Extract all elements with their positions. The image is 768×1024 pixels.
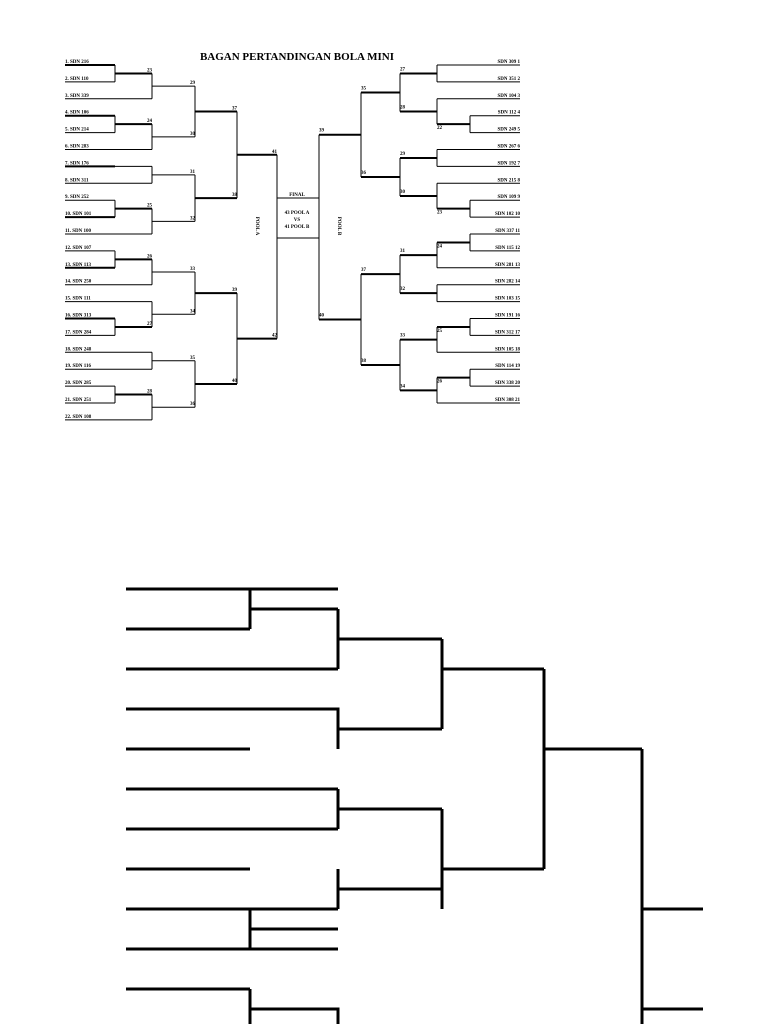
pool-a-match-number: 31	[190, 169, 195, 175]
pool-b-match-number: 25	[437, 328, 442, 334]
bracket-lines	[65, 65, 520, 420]
pool-a-match-number: 42	[272, 333, 277, 339]
pool-a-team-label: 19. SDN 116	[65, 364, 91, 370]
pool-b-label: POOL B	[336, 216, 341, 236]
final-label: FINAL	[289, 193, 305, 198]
pool-a-team-label: 18. SDN 248	[65, 347, 92, 353]
pool-b-team-label: SDN 104 3	[497, 93, 520, 99]
pool-a-team-label: 15. SDN 111	[65, 296, 91, 302]
pool-b-team-label: SDN 102 10	[494, 212, 520, 218]
pool-a-team-label: 13. SDN 113	[65, 262, 91, 268]
pool-b-match-number: 33	[400, 333, 405, 339]
pool-a-team-label: 9. SDN 252	[65, 195, 89, 201]
enlarged-bracket-detail	[126, 589, 703, 1024]
pool-b-team-label: SDN 192 7	[497, 161, 520, 167]
pool-a-match-number: 23	[147, 68, 152, 74]
pool-a-match-number: 34	[190, 309, 195, 315]
pool-b-match-number: 27	[400, 67, 405, 73]
pool-b-team-label: SDN 114 19	[495, 364, 520, 370]
pool-b-team-label: SDN 112 4	[497, 110, 520, 116]
pool-a-team-label: 3. SDN 339	[65, 93, 89, 99]
pool-a-match-number: 33	[190, 267, 195, 273]
pool-a-team-label: 6. SDN 283	[65, 144, 89, 150]
pool-b-match-number: 38	[361, 358, 366, 364]
pool-a-team-label: 7. SDN 176	[65, 161, 89, 167]
pool-b-match-number: 37	[361, 268, 366, 274]
pool-a-team-label: 14. SDN 250	[65, 279, 92, 285]
pool-a-team-label: 20. SDN 285	[65, 381, 92, 387]
pool-a-match-number: 41	[272, 149, 277, 155]
pool-a-match-number: 30	[190, 131, 195, 137]
pool-b-team-label: SDN 338 20	[494, 381, 520, 387]
pool-a-team-label: 1. SDN 216	[65, 60, 89, 65]
pool-b-team-label: SDN 191 16	[494, 313, 520, 319]
pool-b-team-label: SDN 105 18	[494, 347, 520, 353]
pool-b-match-number: 29	[400, 151, 405, 157]
pool-b-team-label: SDN 309 1	[497, 60, 520, 65]
pool-b-team-label: SDN 351 2	[497, 76, 520, 82]
pool-b-match-number: 30	[400, 189, 405, 195]
pool-a-team-label: 16. SDN 313	[65, 313, 92, 319]
pool-a-match-number: 29	[190, 81, 195, 87]
final-line-1: 43 POOL A	[284, 211, 310, 216]
pool-b-team-label: SDN 115 12	[495, 245, 520, 251]
pool-b-match-number: 26	[437, 379, 442, 385]
pool-a-team-label: 5. SDN 214	[65, 127, 89, 133]
pool-a-team-label: 17. SDN 284	[65, 330, 92, 336]
pool-b-match-number: 28	[400, 105, 405, 111]
pool-b-team-label: SDN 337 11	[495, 229, 520, 234]
pool-b-team-label: SDN 103 15	[494, 296, 520, 302]
pool-a-match-number: 24	[147, 119, 152, 125]
pool-b-match-number: 24	[437, 244, 442, 250]
pool-a-match-number: 28	[147, 389, 152, 395]
pool-a-match-number: 25	[147, 203, 152, 209]
pool-a-match-number: 37	[232, 106, 237, 112]
pool-b-match-number: 22	[437, 126, 442, 132]
pool-a-team-label: 12. SDN 107	[65, 245, 92, 251]
pool-b-match-number: 39	[319, 128, 324, 134]
pool-b-match-number: 23	[437, 210, 442, 216]
pool-a-match-number: 35	[190, 355, 195, 361]
pool-a-match-number: 36	[190, 402, 195, 408]
pool-a-match-number: 27	[147, 321, 152, 327]
pool-b-match-number: 40	[319, 313, 324, 319]
pool-b-team-label: SDN 282 14	[494, 279, 520, 285]
final-line-3: 41 POOL B	[284, 225, 310, 230]
pool-b-match-number: 32	[400, 287, 405, 293]
pool-a-match-number: 26	[147, 254, 152, 260]
pool-a-match-number: 38	[232, 193, 237, 199]
pool-b-team-label: SDN 312 17	[494, 330, 520, 336]
pool-b-match-number: 36	[361, 170, 366, 176]
pool-b-team-label: SDN 215 8	[497, 178, 520, 184]
pool-a-team-label: 2. SDN 110	[65, 76, 89, 82]
pool-a-match-number: 39	[232, 288, 237, 294]
pool-b-team-label: SDN 267 6	[497, 144, 520, 150]
pool-b-match-number: 35	[361, 86, 366, 92]
pool-a-label: POOL A	[254, 216, 259, 236]
pool-b-team-label: SDN 308 21	[494, 398, 520, 403]
pool-b-team-label: SDN 249 5	[497, 127, 520, 133]
pool-a-team-label: 22. SDN 108	[65, 414, 92, 420]
pool-a-match-number: 32	[190, 216, 195, 222]
pool-b-team-label: SDN 109 9	[497, 195, 520, 201]
pool-b-match-number: 34	[400, 384, 405, 390]
pool-a-team-label: 11. SDN 100	[65, 229, 91, 234]
pool-b-match-number: 31	[400, 249, 405, 255]
final-line-2: VS	[293, 218, 301, 223]
detail-match-line	[250, 1009, 338, 1024]
detail-connector	[126, 709, 338, 749]
pool-a-team-label: 10. SDN 101	[65, 212, 92, 218]
pool-a-team-label: 21. SDN 251	[65, 398, 92, 403]
bracket-title: BAGAN PERTANDINGAN BOLA MINI	[199, 51, 395, 63]
bracket-labels	[65, 60, 520, 420]
pool-a-team-label: 8. SDN 311	[65, 178, 89, 184]
pool-a-match-number: 40	[232, 378, 237, 384]
pool-a-team-label: 4. SDN 106	[65, 110, 89, 116]
pool-b-team-label: SDN 281 13	[494, 262, 520, 268]
